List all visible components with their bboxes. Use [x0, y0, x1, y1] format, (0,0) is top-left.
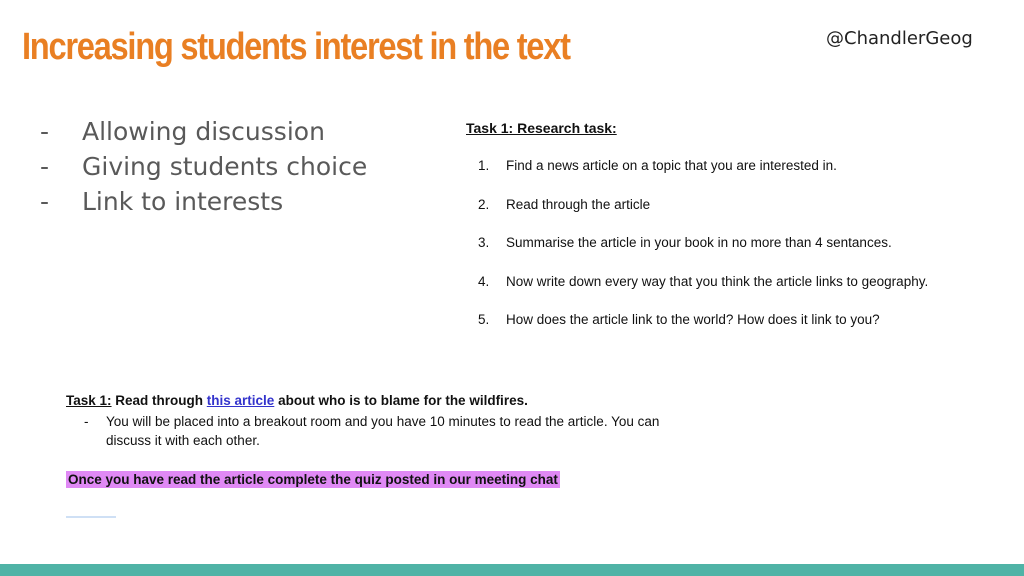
- bullet-dash: -: [40, 187, 50, 216]
- reading-task-line: [66, 393, 706, 408]
- task-text-pre: Read through: [111, 393, 207, 408]
- bullet-dash: -: [40, 152, 50, 181]
- research-task-item: [466, 197, 986, 236]
- bullet-text: Giving students choice: [82, 152, 368, 181]
- bullet-text: Link to interests: [82, 187, 284, 216]
- bullet-list: [40, 114, 367, 219]
- quiz-instruction-highlight: Once you have read the article complete the quiz posted in our meeting chat: [68, 472, 558, 487]
- article-link[interactable]: this article: [206, 393, 275, 408]
- bullet-text: Allowing discussion: [82, 117, 325, 146]
- item-number: 2.: [478, 196, 490, 212]
- research-task-item: [466, 235, 986, 274]
- slide-title: Increasing students interest in the text: [22, 26, 570, 68]
- bullet-item: [40, 114, 367, 149]
- task-text-post: about who is to blame for the wildfires.: [274, 393, 528, 408]
- divider-stub: [66, 516, 116, 518]
- bottom-accent-bar: [0, 564, 1024, 576]
- reading-task-screenshot: [66, 393, 706, 518]
- item-text: Read through the article: [506, 196, 651, 212]
- research-task-list: [466, 158, 986, 351]
- research-task-screenshot: [466, 120, 986, 351]
- subpoint-text: You will be placed into a breakout room and you have 10 minutes to read the article. You can discuss it with each other.: [106, 414, 660, 448]
- research-task-item: [466, 158, 986, 197]
- bullet-dash: -: [40, 117, 50, 146]
- item-number: 4.: [478, 273, 490, 289]
- author-handle: @ChandlerGeog: [826, 28, 973, 49]
- item-text: How does the article link to the world? How does it link to you?: [506, 312, 880, 327]
- item-text: Find a news article on a topic that you are interested in.: [506, 158, 837, 173]
- item-number: 3.: [478, 235, 490, 250]
- reading-task-subpoint: [66, 412, 706, 450]
- item-text: Summarise the article in your book in no more than 4 sentances.: [506, 235, 892, 250]
- research-task-item: [466, 274, 986, 313]
- bullet-item: [40, 184, 367, 219]
- research-task-item: [466, 312, 986, 351]
- research-task-heading: Task 1: Research task:: [466, 120, 617, 136]
- item-number: 1.: [478, 158, 490, 173]
- item-number: 5.: [478, 312, 490, 327]
- item-text: Now write down every way that you think the article links to geography.: [506, 273, 929, 289]
- task-label: Task 1:: [66, 393, 112, 408]
- subpoint-dash: -: [84, 414, 89, 429]
- bullet-item: [40, 149, 367, 184]
